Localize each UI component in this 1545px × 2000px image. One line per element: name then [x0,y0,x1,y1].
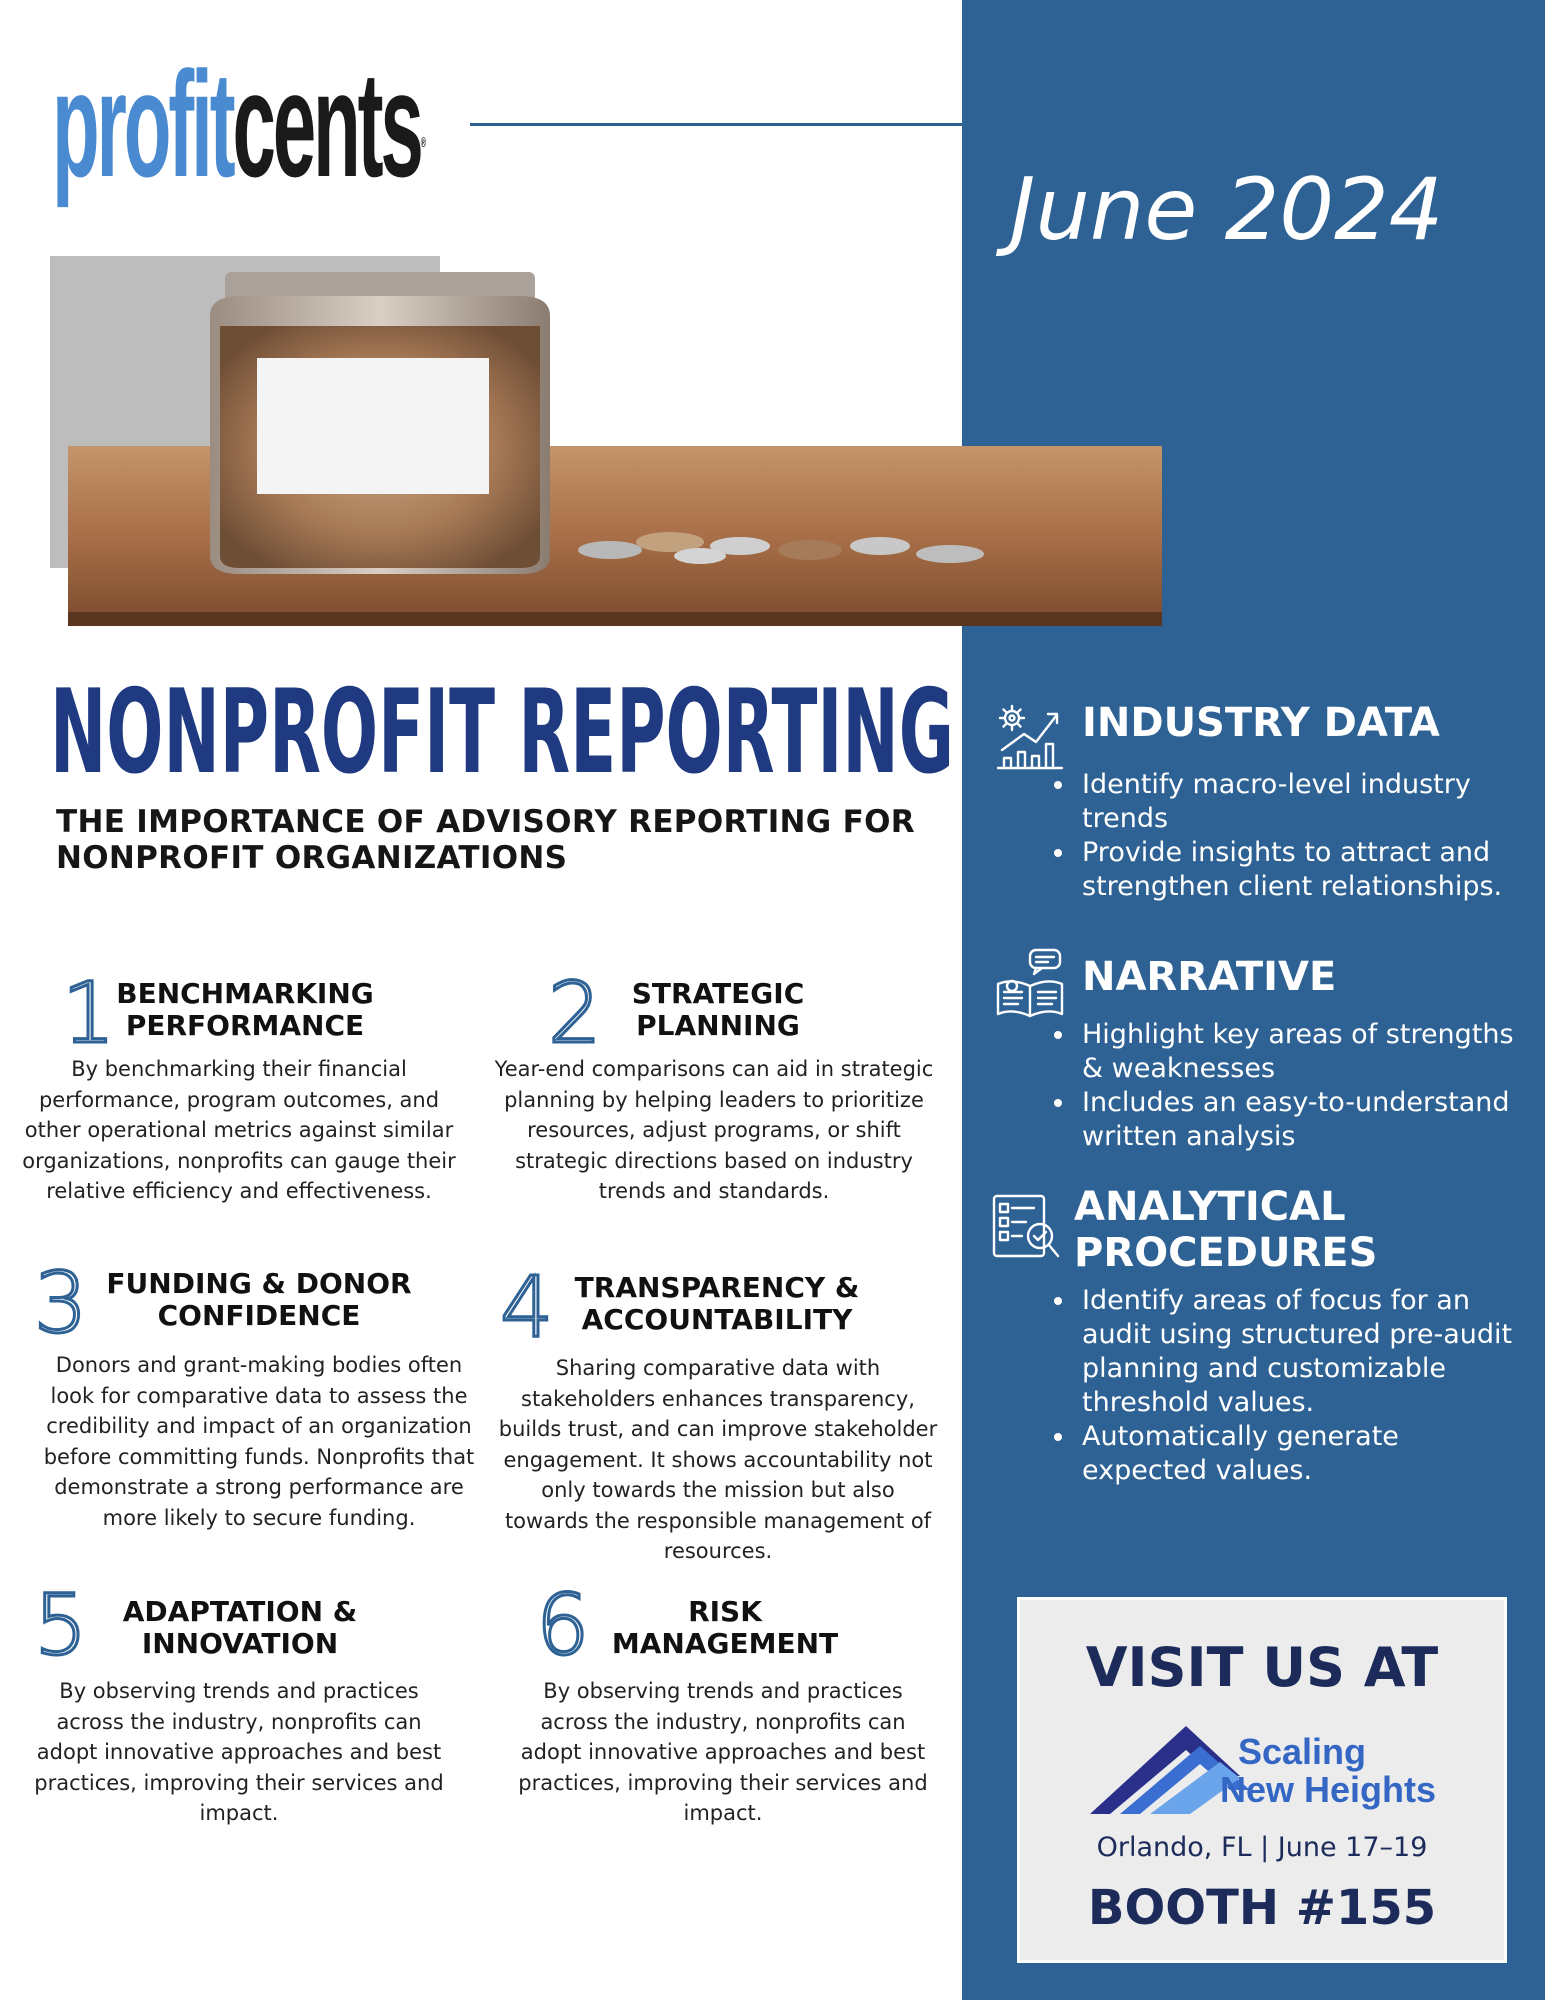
section-number-3: 3 [34,1254,88,1352]
section-title-1: BENCHMARKING PERFORMANCE [116,977,374,1042]
section-body-1: By benchmarking their financial performance, program outcomes, and other operational metrics against similar organizations, nonprofits can gauge their relative efficiency and effectiveness. [22,1057,456,1203]
page-subtitle: THE IMPORTANCE OF ADVISORY REPORTING FOR NONPROFIT ORGANIZATIONS [56,804,915,876]
page-title: NONPROFIT REPORTING [50,665,954,800]
chart-gear-icon [994,700,1066,772]
feature-list-analytical-procedures [1048,1284,1518,1488]
header-rule [470,123,962,126]
feature-title-industry-data: INDUSTRY DATA [1082,700,1440,746]
list-item: Highlight key areas of strengths & weaknesses [1048,1018,1518,1086]
feature-title-narrative: NARRATIVE [1082,954,1337,1000]
list-item: Includes an easy-to-understand written analysis [1048,1086,1518,1154]
feature-list-narrative [1048,1018,1518,1154]
issue-month: June 2024 [1010,160,1444,260]
booth-number: BOOTH #155 [1087,1880,1437,1936]
feature-title-analytical-procedures: ANALYTICAL PROCEDURES [1074,1184,1378,1276]
section-title-6: RISK MANAGEMENT [611,1595,839,1660]
section-body-4: Sharing comparative data with stakeholders enhances transparency, builds trust, and can improve stakeholder engagement. It shows accountability not only towards the mission but also towards the responsible management of resources. [498,1356,938,1563]
section-number-4: 4 [500,1258,554,1356]
logo-line-2: New Heights [1220,1769,1437,1810]
scaling-new-heights-logo [1090,1706,1450,1821]
section-number-1: 1 [62,964,116,1062]
section-title-2: STRATEGIC PLANNING [631,977,805,1042]
profitcents-logo: profitcents® [52,40,427,208]
visit-location: Orlando, FL | June 17–19 [1096,1832,1428,1863]
list-item: Identify areas of focus for an audit using structured pre-audit planning and customizable threshold values. [1048,1284,1518,1420]
section-body-2: Year-end comparisons can aid in strategic planning by helping leaders to prioritize resources, adjust programs, or shift strategic directions based on industry trends and standards. [494,1057,934,1203]
section-title-4: TRANSPARENCY & ACCOUNTABILITY [574,1271,860,1336]
section-body-5: By observing trends and practices across the industry, nonprofits can adopt innovative approaches and best practices, improving their services and impact. [34,1679,444,1825]
section-number-6: 6 [536,1576,590,1674]
feature-list-industry-data [1048,768,1518,904]
list-item: Identify macro-level industry trends [1048,768,1518,836]
coin-jar-photo [50,256,1162,626]
visit-card [1017,1597,1507,1963]
list-item: Provide insights to attract and strengthen client relationships. [1048,836,1518,904]
section-title-3: FUNDING & DONOR CONFIDENCE [106,1267,412,1332]
checklist-magnifier-icon [990,1192,1062,1264]
section-number-2: 2 [548,964,602,1062]
section-body-3: Donors and grant-making bodies often look for comparative data to assess the credibility and impact of an organization before committing funds. Nonprofits that demonstrate a strong performance are more likely to secure funding. [43,1353,475,1530]
logo-line-1: Scaling [1238,1731,1367,1772]
visit-heading: VISIT US AT [1085,1636,1439,1699]
section-title-5: ADAPTATION & INNOVATION [122,1595,358,1660]
list-item: Automatically generate expected values. [1048,1420,1518,1488]
book-speech-icon [994,948,1066,1020]
section-body-6: By observing trends and practices across the industry, nonprofits can adopt innovative approaches and best practices, improving their services and impact. [518,1679,928,1825]
section-number-5: 5 [34,1576,88,1674]
